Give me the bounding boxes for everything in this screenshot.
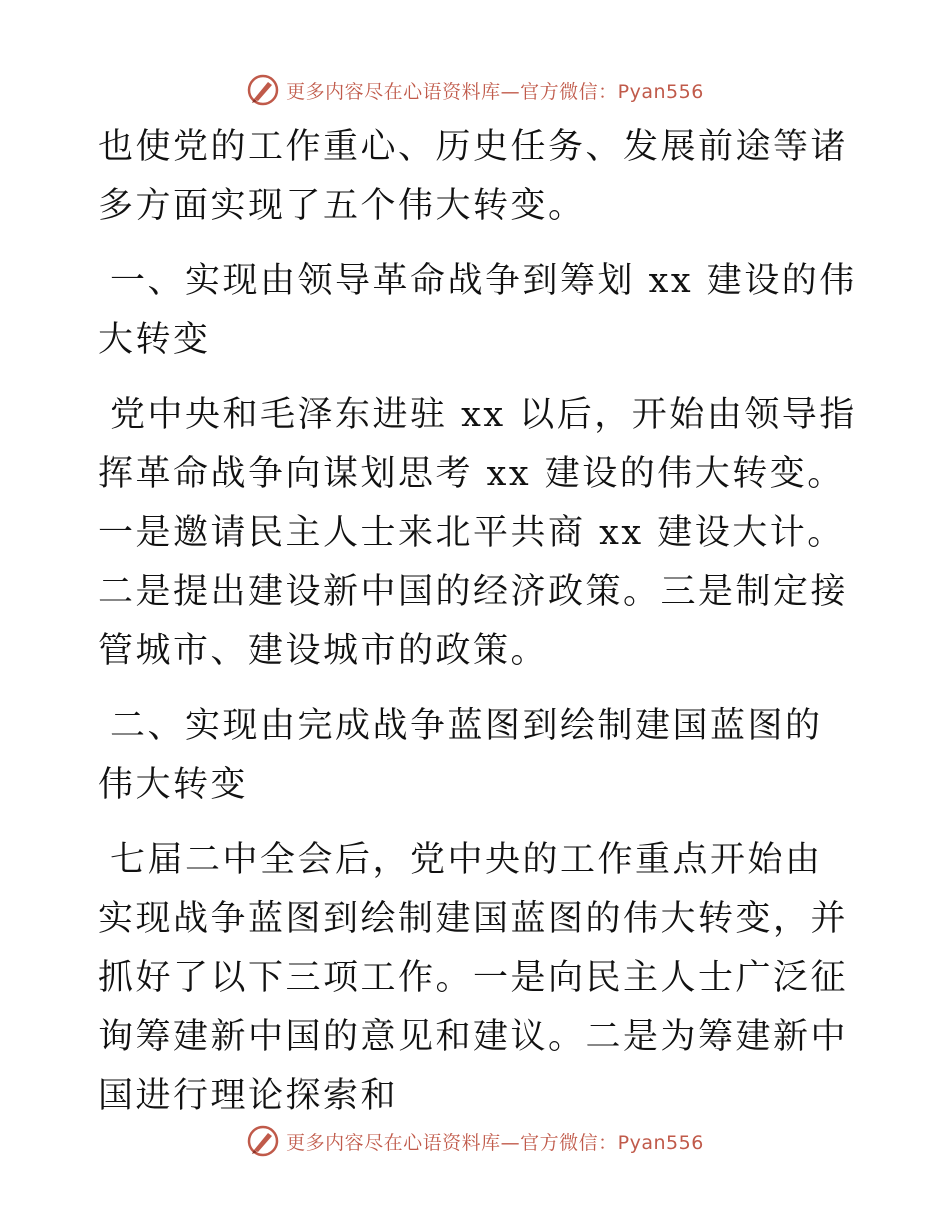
section-paragraph-1: 党中央和毛泽东进驻 xx 以后，开始由领导指挥革命战争向谋划思考 xx 建设的伟大转变。一是邀请民主人士来北平共商 xx 建设大计。二是提出建设新中国的经济政策。三是制定接管城市、建设城市的政策。 xyxy=(98,395,857,671)
pen-logo-icon xyxy=(246,73,280,107)
footer-text: 更多内容尽在心语资料库—官方微信：Pyan556 xyxy=(286,1131,704,1154)
header-watermark xyxy=(0,70,950,110)
section-heading-1: 一、实现由领导革命战争到筹划 xx 建设的伟大转变 xyxy=(98,261,857,360)
section-heading-2: 二、实现由完成战争蓝图到绘制建国蓝图的伟大转变 xyxy=(98,706,823,805)
footer-watermark xyxy=(0,1121,950,1161)
document-body xyxy=(98,118,858,1126)
pen-logo-icon xyxy=(246,1124,280,1158)
section-paragraph-2: 七届二中全会后，党中央的工作重点开始由实现战争蓝图到绘制建国蓝图的伟大转变，并抓好了以下三项工作。一是向民主人士广泛征询筹建新中国的意见和建议。二是为筹建新中国进行理论探索和 xyxy=(98,840,849,1116)
intro-paragraph: 也使党的工作重心、历史任务、发展前途等诸多方面实现了五个伟大转变。 xyxy=(98,127,849,226)
header-text: 更多内容尽在心语资料库—官方微信：Pyan556 xyxy=(286,80,704,103)
